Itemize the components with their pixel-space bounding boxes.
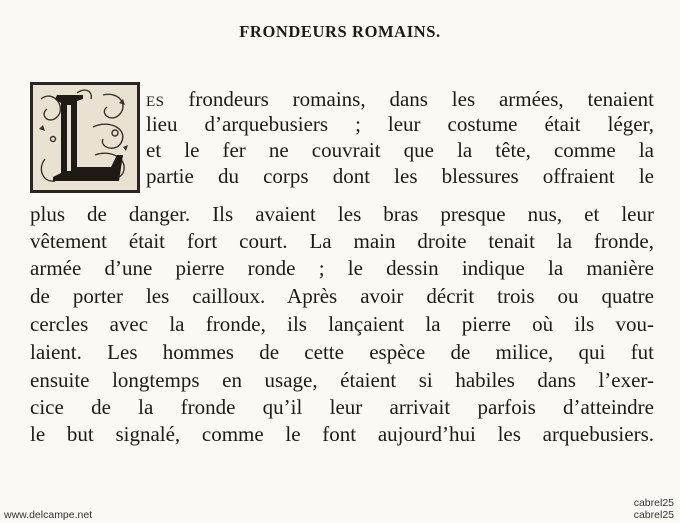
watermark-site: www.delcampe.net [4, 509, 93, 521]
text-line-3: et le fer ne couvrait que la tête, comme la [146, 138, 654, 162]
text-line-9: cercles avec la fronde, ils lançaient la pierre où ils vou- [30, 312, 654, 336]
text-line-6: vêtement était fort court. La main droite tenait la fronde, [30, 229, 654, 253]
small-caps-letters: ES [146, 94, 165, 110]
text-line-11: ensuite longtemps en usage, étaient si habiles dans l’exer- [30, 368, 654, 392]
text-line-2: lieu d’arquebusiers ; leur costume était léger, [146, 112, 654, 136]
text-line-13: le but signalé, comme le font aujourd’hui les arquebusiers. [30, 422, 654, 446]
text-line-12: cice de la fronde qu’il leur arrivait parfois d’atteindre [30, 395, 654, 419]
text-line-8: de porter les cailloux. Après avoir décrit trois ou quatre [30, 284, 654, 308]
text-line-10: laient. Les hommes de cette espèce de milice, qui fut [30, 340, 654, 364]
text-line-7: armée d’une pierre ronde ; le dessin indique la manière [30, 256, 654, 280]
text-line-4: partie du corps dont les blessures offraient le [146, 164, 654, 188]
first-line-text: frondeurs romains, dans les armées, tenaient [164, 87, 654, 111]
watermark-user-bottom: cabrel25 [633, 509, 674, 521]
page-title: FRONDEURS ROMAINS. [239, 22, 441, 41]
ornamental-initial-letter [30, 82, 140, 193]
text-line-5: plus de danger. Ils avaient les bras presque nus, et leur [30, 202, 654, 226]
ornamental-initial-icon [33, 85, 137, 190]
watermark-user-top: cabrel25 [633, 497, 674, 509]
